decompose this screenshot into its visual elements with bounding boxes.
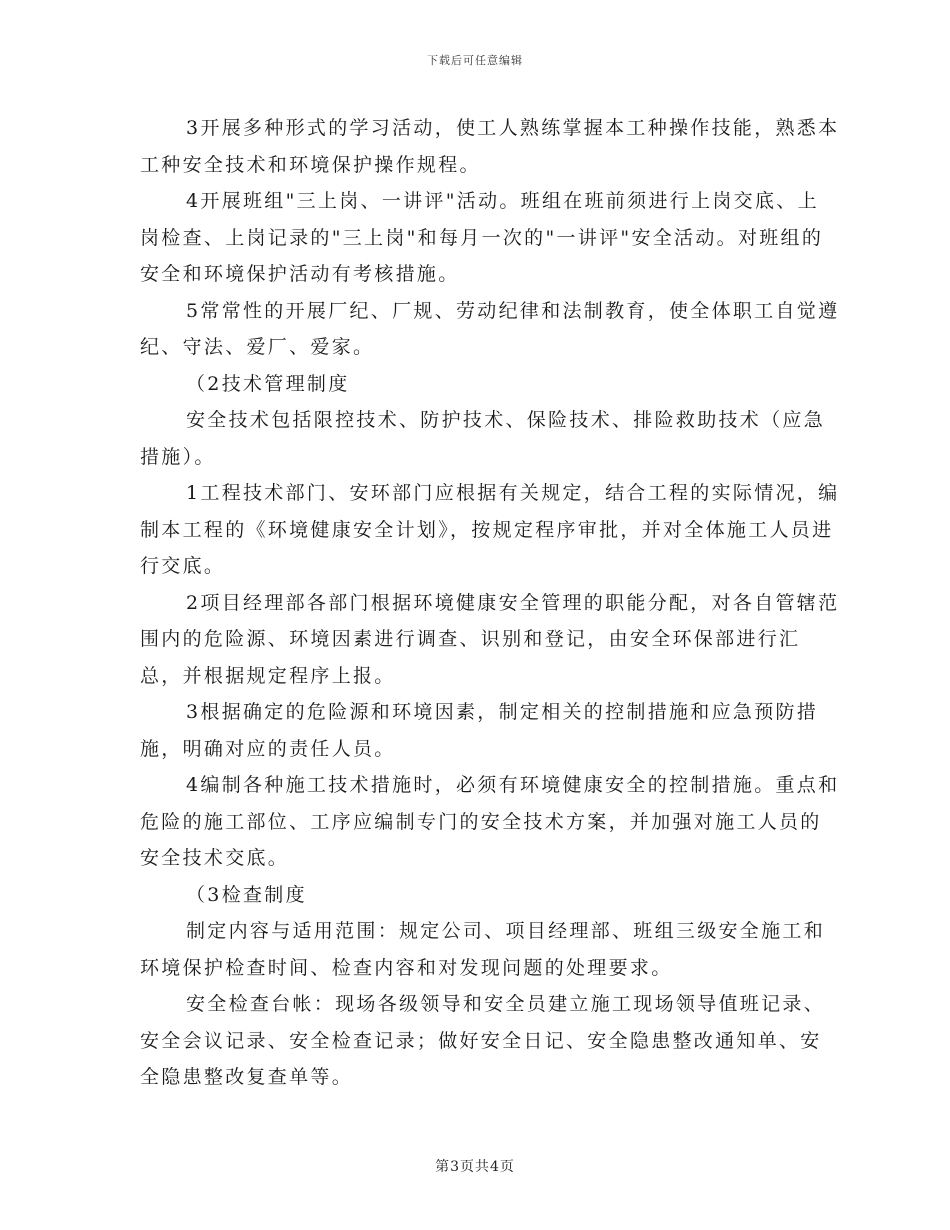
paragraph-8: 4编制各种施工技术措施时，必须有环境健康安全的控制措施。重点和危险的施工部位、工序应编制专门的安全技术方案，并加强对施工人员的安全技术交底。 <box>140 774 840 869</box>
paragraph-5: 1工程技术部门、安环部门应根据有关规定，结合工程的实际情况，编制本工程的《环境健康安全计划》，按规定程序审批，并对全体施工人员进行交底。 <box>140 482 840 577</box>
document-body <box>140 110 840 1096</box>
page-footer: 第3页共4页 <box>435 1159 515 1175</box>
paragraph-9: 制定内容与适用范围：规定公司、项目经理部、班组三级安全施工和环境保护检查时间、检查内容和对发现问题的处理要求。 <box>140 920 826 979</box>
paragraph-7: 3根据确定的危险源和环境因素，制定相关的控制措施和应急预防措施，明确对应的责任人员。 <box>140 701 819 760</box>
paragraph-10: 安全检查台帐：现场各级领导和安全员建立施工现场领导值班记录、安全会议记录、安全检查记录；做好安全日记、安全隐患整改通知单、安全隐患整改复查单等。 <box>140 993 826 1088</box>
paragraph-3: 5常常性的开展厂纪、厂规、劳动纪律和法制教育，使全体职工自觉遵纪、守法、爱厂、爱家。 <box>140 299 840 358</box>
page-header: 下载后可任意编辑 <box>427 54 523 67</box>
paragraph-1: 3开展多种形式的学习活动，使工人熟练掌握本工种操作技能，熟悉本工种安全技术和环境保护操作规程。 <box>140 117 840 176</box>
paragraph-2: 4开展班组"三上岗、一讲评"活动。班组在班前须进行上岗交底、上岗检查、上岗记录的"三上岗"和每月一次的"一讲评"安全活动。对班组的安全和环境保护活动有考核措施。 <box>140 190 824 285</box>
section-heading-technical: （2技术管理制度 <box>186 372 350 395</box>
paragraph-6: 2项目经理部各部门根据环境健康安全管理的职能分配，对各自管辖范围内的危险源、环境因素进行调查、识别和登记，由安全环保部进行汇总，并根据规定程序上报。 <box>140 591 840 687</box>
paragraph-4: 安全技术包括限控技术、防护技术、保险技术、排险救助技术（应急措施）。 <box>140 409 826 468</box>
section-heading-inspection: （3检查制度 <box>186 883 307 906</box>
